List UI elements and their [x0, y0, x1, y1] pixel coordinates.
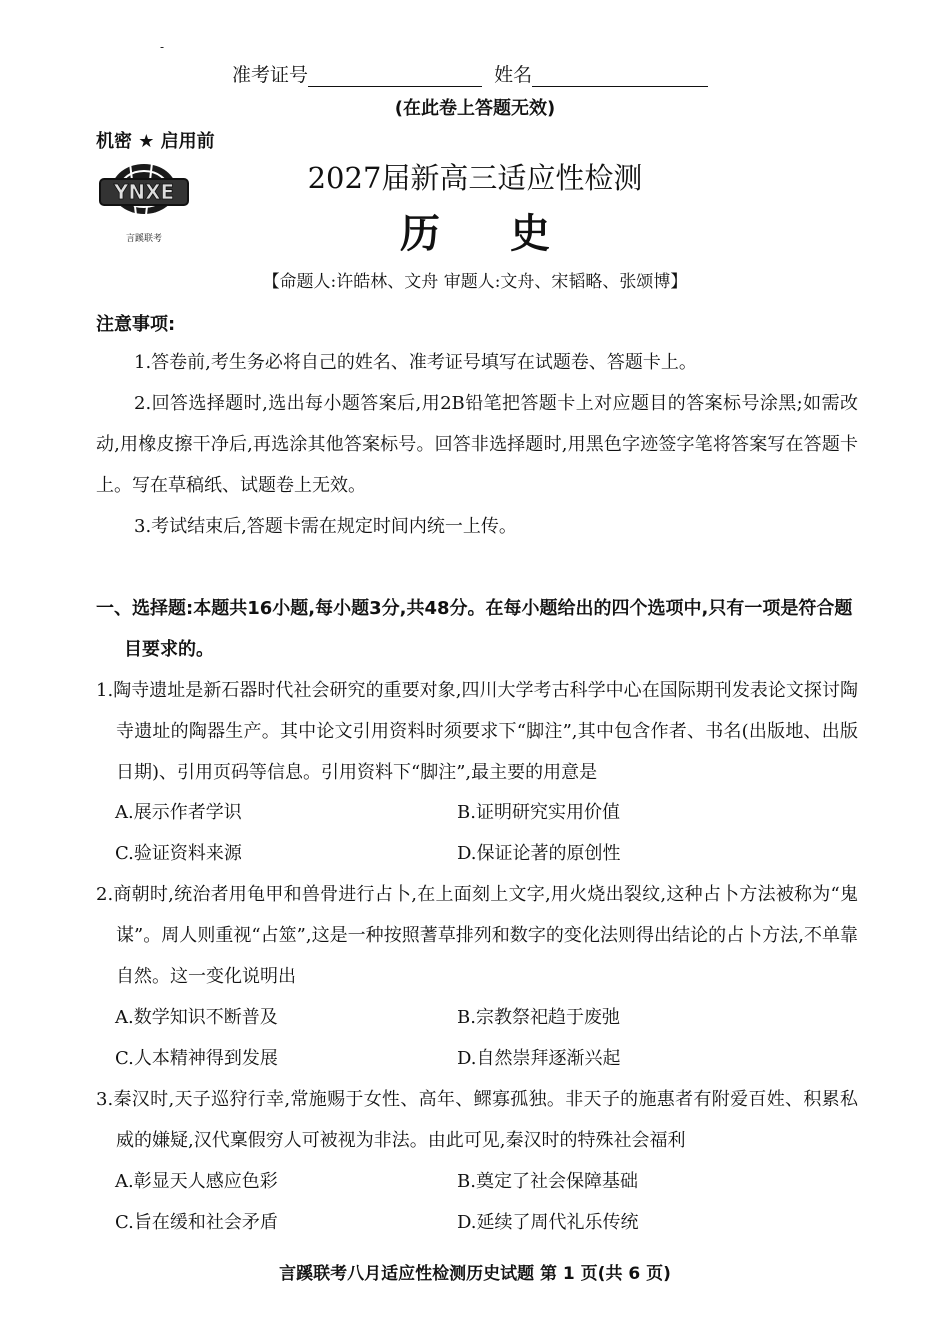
question-stem: 1.陶寺遗址是新石器时代社会研究的重要对象,四川大学考古科学中心在国际期刊发表论文探讨陶寺遗址的陶器生产。其中论文引用资料时须要求下“脚注”,其中包含作者、书名(出版地、出版日期)、引用页码等信息。引用资料下“脚注”,最主要的用意是: [96, 680, 858, 783]
corner-mark: -: [160, 40, 165, 54]
subject-title: 历史: [400, 211, 620, 257]
option-c: C.旨在缓和社会矛盾: [115, 1212, 278, 1233]
exam-info-fields: [232, 60, 708, 87]
exam-number-blank: [308, 68, 482, 87]
option-d: D.延续了周代礼乐传统: [457, 1212, 639, 1233]
exam-title: 2027届新高三适应性检测: [307, 161, 643, 195]
logo-caption: 言蹊联考: [125, 234, 163, 244]
section-heading: 一、选择题:本题共16小题,每小题3分,共48分。在每小题给出的四个选项中,只有一项是符合题目要求的。: [96, 598, 853, 660]
option-b: B.宗教祭祀趋于废弛: [457, 1007, 620, 1028]
option-b: B.证明研究实用价值: [457, 802, 620, 823]
option-b: B.奠定了社会保障基础: [457, 1171, 638, 1192]
notice-item: 2.回答选择题时,选出每小题答案后,用2B铅笔把答题卡上对应题目的答案标号涂黑;如需改动,用橡皮擦干净后,再选涂其他答案标号。回答非选择题时,用黑色字迹签字笔将答案写在答题卡上。写在草稿纸、试题卷上无效。: [96, 393, 858, 496]
question-stem: 3.秦汉时,天子巡狩行幸,常施赐于女性、高年、鳏寡孤独。非天子的施惠者有附爱百姓、积累私威的嫌疑,汉代稟假穷人可被视为非法。由此可见,秦汉时的特殊社会福利: [96, 1089, 858, 1151]
name-blank: [532, 68, 708, 87]
logo-text: YNXE: [113, 180, 175, 204]
option-d: D.保证论著的原创性: [457, 843, 621, 864]
exam-number-label: 准考证号: [232, 64, 309, 86]
name-label: 姓名: [494, 64, 533, 86]
page-footer: 言蹊联考八月适应性检测历史试题 第 1 页(共 6 页): [279, 1264, 671, 1284]
option-c: C.人本精神得到发展: [115, 1048, 278, 1069]
notice-heading: 注意事项:: [96, 314, 176, 335]
option-a: A.数学知识不断普及: [115, 1007, 278, 1028]
invalid-note: (在此卷上答题无效): [394, 98, 556, 119]
question-stem: 2.商朝时,统治者用龟甲和兽骨进行占卜,在上面刻上文字,用火烧出裂纹,这种占卜方法被称为“鬼谋”。周人则重视“占筮”,这是一种按照蓍草排列和数字的变化法则得出结论的占卜方法,不单靠自然。这一变化说明出: [96, 884, 858, 987]
option-a: A.展示作者学识: [115, 802, 242, 823]
notice-item: 1.答卷前,考生务必将自己的姓名、准考证号填写在试题卷、答题卡上。: [134, 352, 697, 373]
authors-line: 【命题人:许皓林、文舟 审题人:文舟、宋韬略、张颂博】: [262, 272, 688, 292]
option-d: D.自然崇拜逐渐兴起: [457, 1048, 621, 1069]
option-c: C.验证资料来源: [115, 843, 242, 864]
secret-mark: 机密 ★ 启用前: [96, 131, 215, 152]
option-a: A.彰显天人感应色彩: [115, 1171, 278, 1192]
notice-item: 3.考试结束后,答题卡需在规定时间内统一上传。: [134, 516, 517, 537]
